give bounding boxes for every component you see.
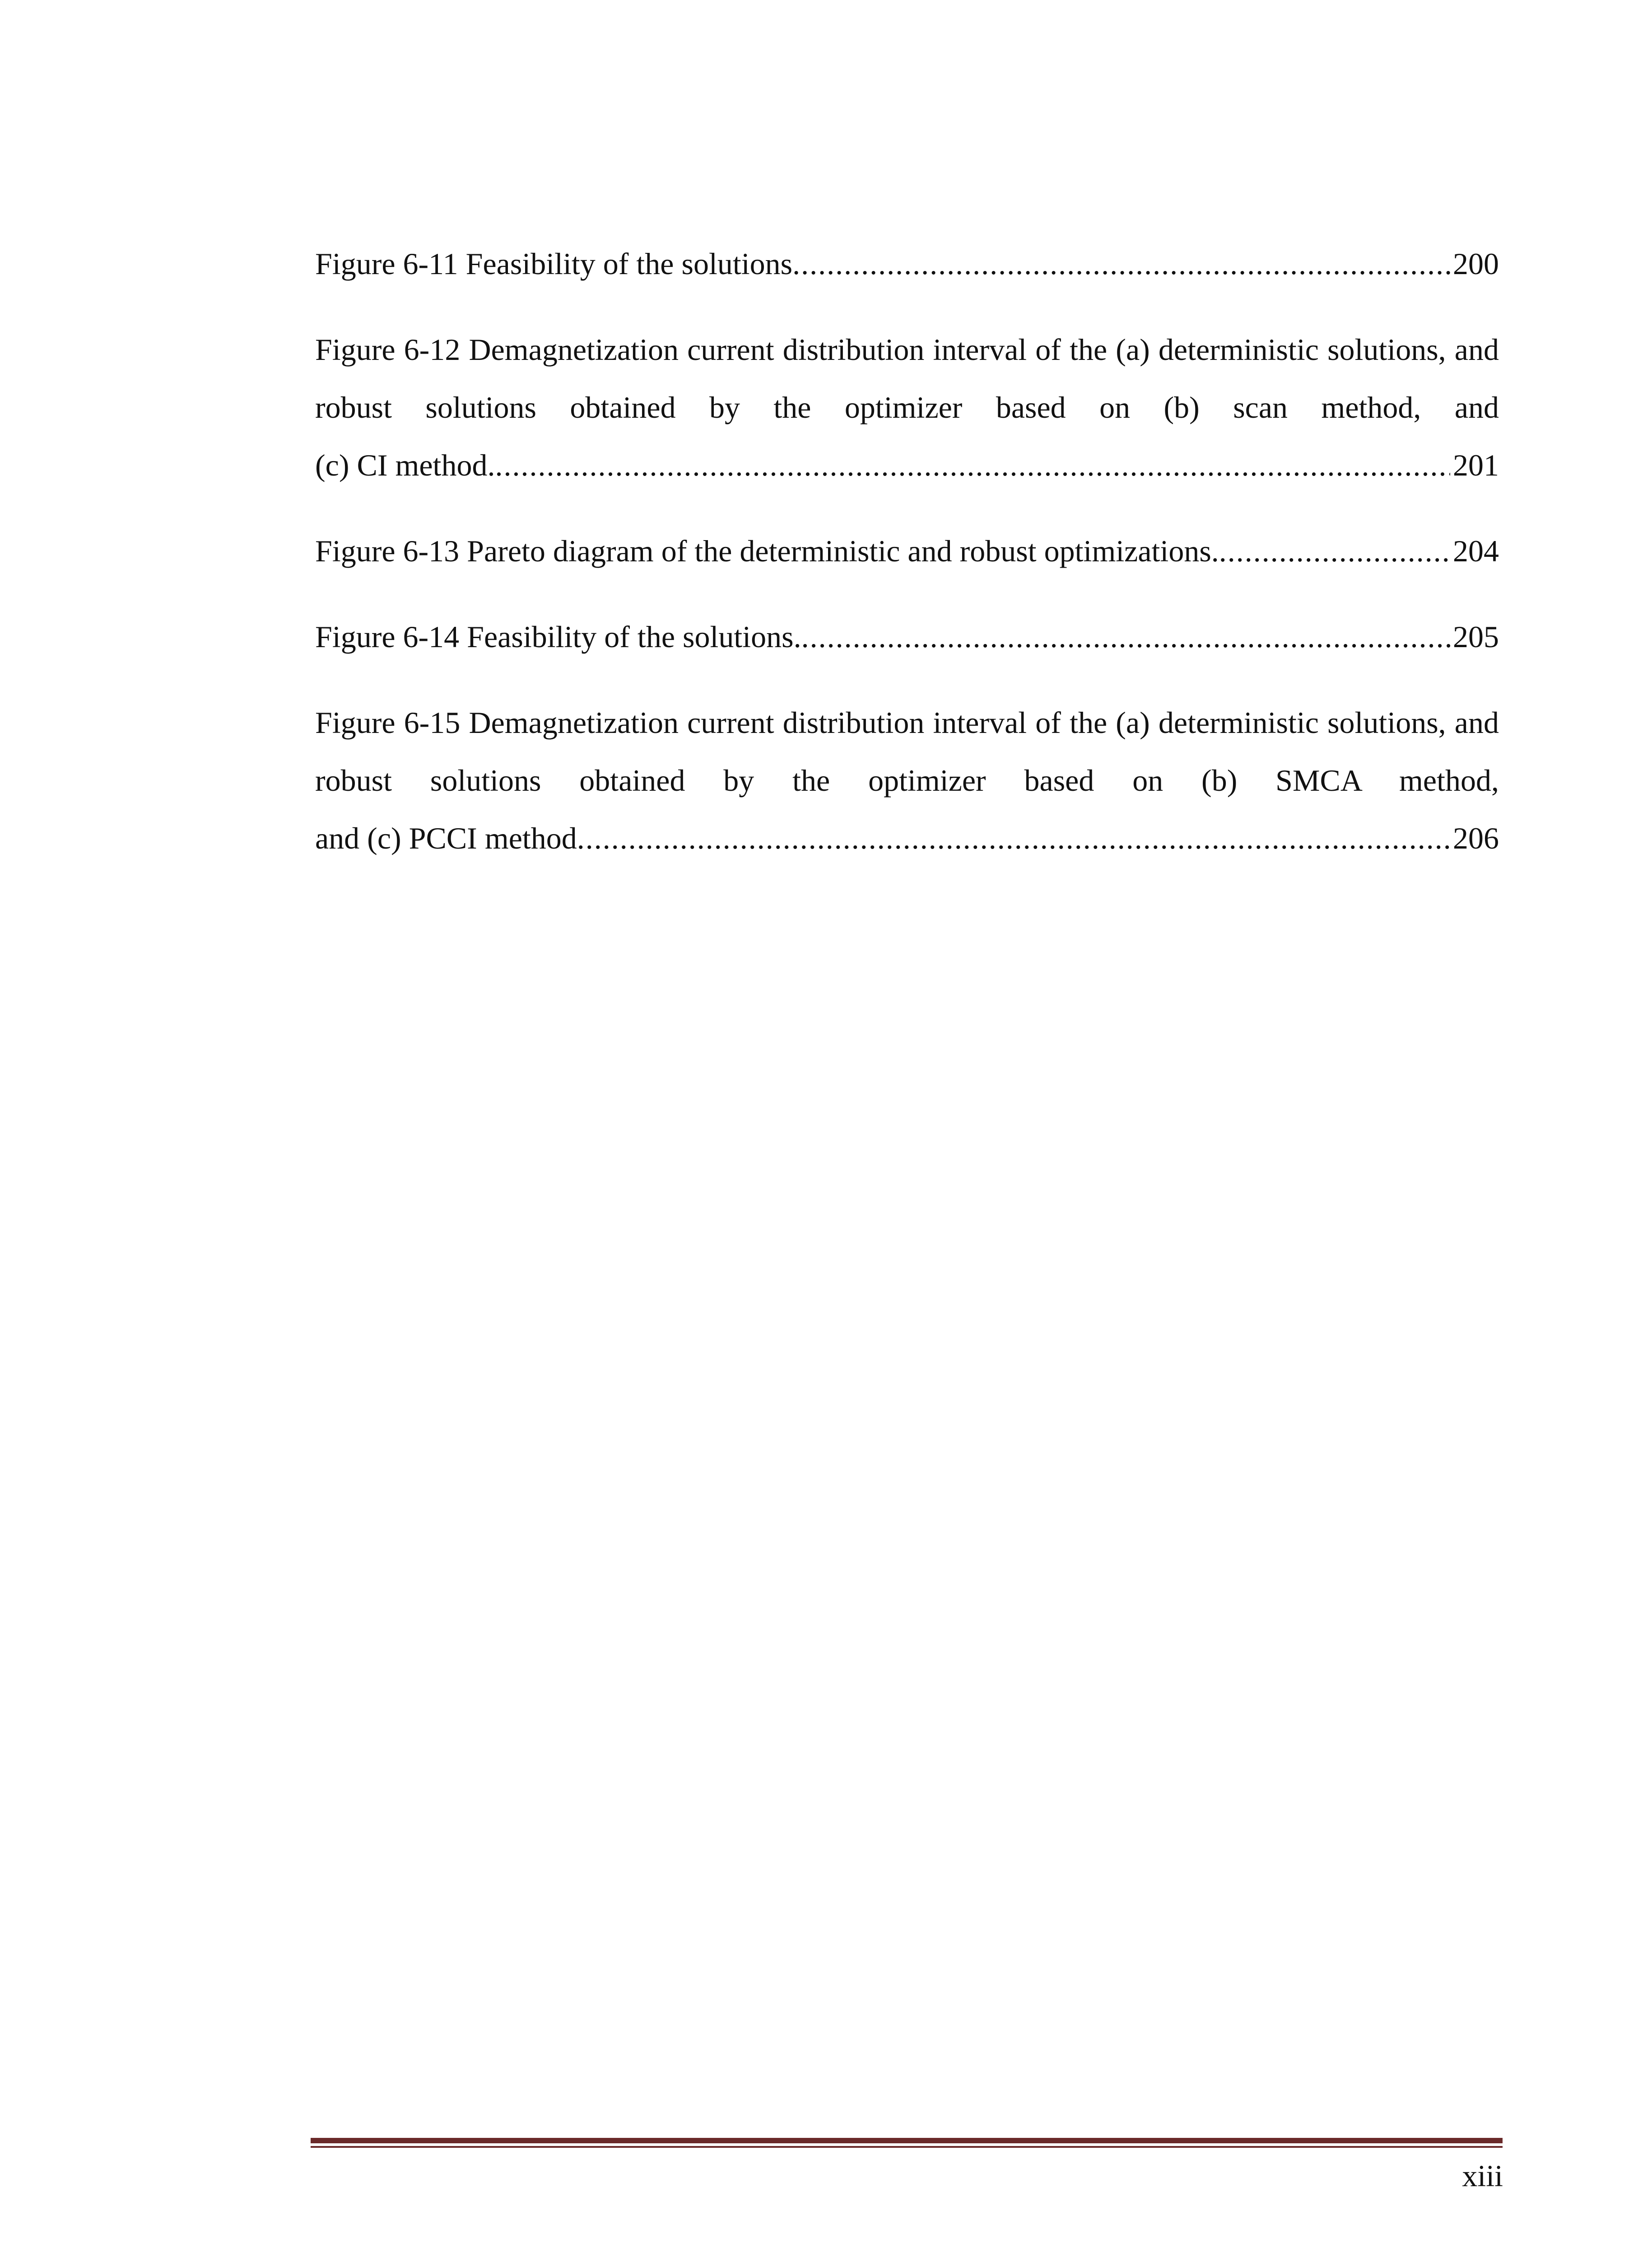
entry-page-number: 201	[1453, 448, 1499, 482]
dot-leader	[792, 235, 1450, 293]
entry-title: Figure 6-15 Demagnetization current distribution interval of the (a) deterministic solutions, and robust solutions obtained by the optimizer based on (b) SMCA method,	[315, 705, 1499, 798]
lof-entry	[315, 608, 1499, 666]
entry-last-line	[315, 809, 1499, 867]
entry-page-number: 205	[1453, 620, 1499, 654]
list-of-figures	[315, 235, 1499, 895]
lof-entry	[315, 321, 1499, 494]
entry-title: Figure 6-12 Demagnetization current distribution interval of the (a) deterministic solutions, and robust solutions obtained by the optimizer based on (b) scan method, and	[315, 332, 1499, 425]
dot-leader	[495, 436, 1450, 494]
dot-leader	[577, 809, 1450, 867]
entry-page-number: 200	[1453, 247, 1499, 281]
page-number: xiii	[1462, 2159, 1503, 2193]
entry-title: Figure 6-11 Feasibility of the solutions	[315, 247, 793, 281]
entry-title-continued: (c) CI method.	[315, 448, 495, 482]
lof-entry	[315, 522, 1499, 580]
footer-rule-thin	[311, 2146, 1503, 2148]
lof-entry	[315, 694, 1499, 867]
entry-title: Figure 6-14 Feasibility of the solutions.	[315, 620, 801, 654]
entry-title: Figure 6-13 Pareto diagram of the deterministic and robust optimizations.	[315, 534, 1219, 568]
footer-rule	[311, 2138, 1503, 2143]
dot-leader	[801, 608, 1450, 666]
entry-page-number: 206	[1453, 821, 1499, 855]
lof-entry	[315, 235, 1499, 293]
entry-last-line	[315, 436, 1499, 494]
entry-title-continued: and (c) PCCI method	[315, 821, 577, 855]
dot-leader	[1219, 522, 1450, 580]
entry-page-number: 204	[1453, 534, 1499, 568]
